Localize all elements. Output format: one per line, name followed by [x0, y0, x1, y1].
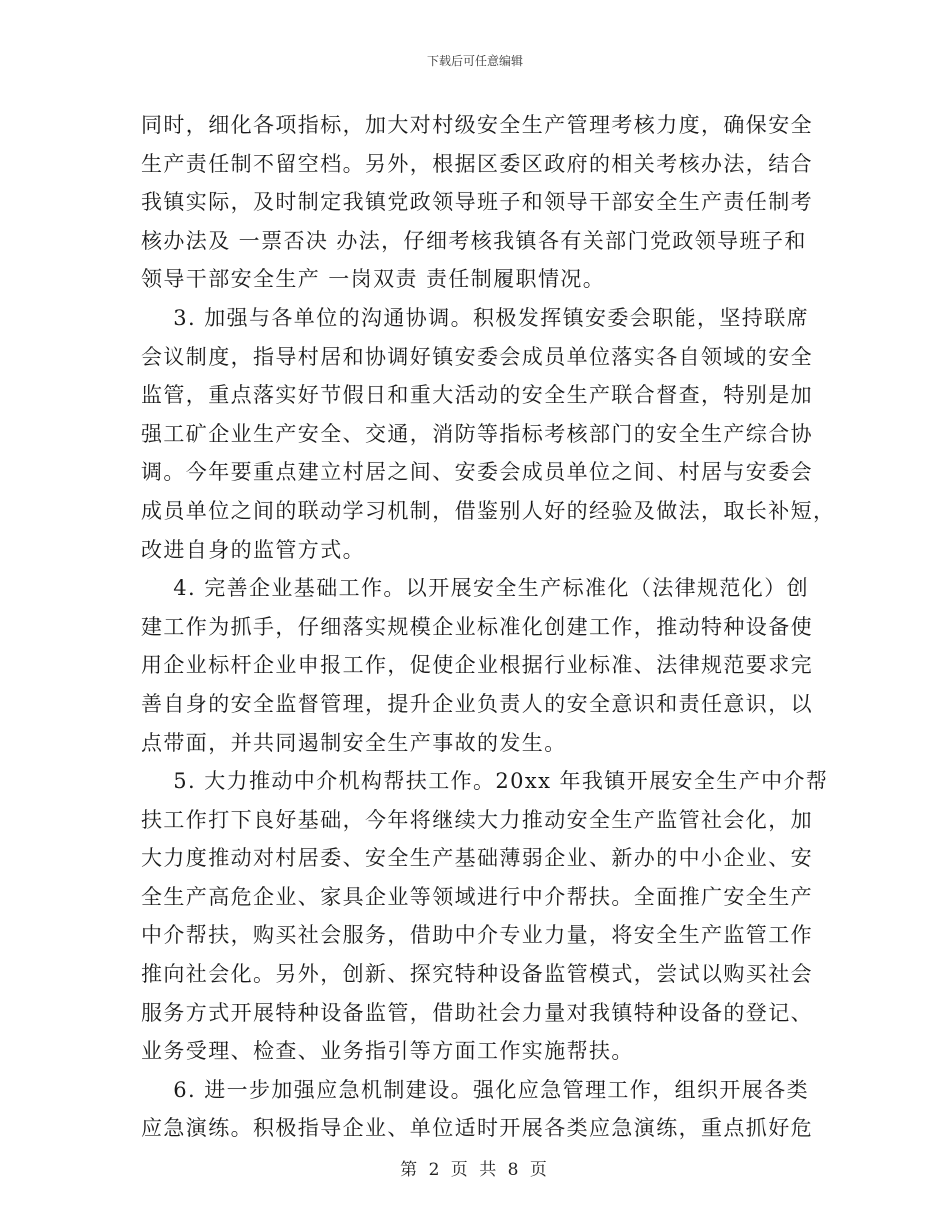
text-line: 点带面，并共同遏制安全生产事故的发生。 [141, 730, 567, 755]
text-line: 中介帮扶，购买社会服务，借助中介专业力量，将安全生产监管工作 [141, 923, 813, 948]
text-line: 善自身的安全监督管理，提升企业负责人的安全意识和责任意识，以 [141, 691, 813, 716]
text-line: 服务方式开展特种设备监管，借助社会力量对我镇特种设备的登记、 [141, 1000, 813, 1025]
text-line: 4. 完善企业基础工作。以开展安全生产标准化（法律规范化）创 [141, 576, 810, 601]
page-number-footer: 第 2 页 共 8 页 [400, 1160, 550, 1180]
text-line: 扶工作打下良好基础，今年将继续大力推动安全生产监管社会化，加 [141, 807, 813, 832]
text-line: 我镇实际，及时制定我镇党政领导班子和领导干部安全生产责任制考 [141, 190, 813, 215]
text-line: 全生产高危企业、家具企业等领域进行中介帮扶。全面推广安全生产 [141, 884, 813, 909]
text-line: 5. 大力推动中介机构帮扶工作。20xx 年我镇开展安全生产中介帮 [141, 769, 829, 794]
text-line: 调。今年要重点建立村居之间、安委会成员单位之间、村居与安委会 [141, 460, 813, 485]
text-line: 业务受理、检查、业务指引等方面工作实施帮扶。 [141, 1039, 634, 1064]
text-line: 成员单位之间的联动学习机制，借鉴别人好的经验及做法，取长补短， [141, 498, 836, 523]
text-line: 推向社会化。另外，创新、探究特种设备监管模式，尝试以购买社会 [141, 962, 813, 987]
text-line: 会议制度，指导村居和协调好镇安委会成员单位落实各自领域的安全 [141, 344, 813, 369]
text-line: 建工作为抓手，仔细落实规模企业标准化创建工作，推动特种设备使 [141, 614, 813, 639]
text-line: 强工矿企业生产安全、交通，消防等指标考核部门的安全生产综合协 [141, 421, 813, 446]
text-line: 应急演练。积极指导企业、单位适时开展各类应急演练，重点抓好危 [141, 1116, 813, 1141]
text-line: 改进自身的监管方式。 [141, 537, 365, 562]
text-line: 核办法及 一票否决 办法，仔细考核我镇各有关部门党政领导班子和 [141, 228, 807, 253]
document-body [141, 106, 836, 1148]
text-line: 生产责任制不留空档。另外，根据区委区政府的相关考核办法，结合 [141, 151, 813, 176]
text-line: 用企业标杆企业申报工作，促使企业根据行业标准、法律规范要求完 [141, 653, 813, 678]
text-line: 同时，细化各项指标，加大对村级安全生产管理考核力度，确保安全 [141, 113, 813, 137]
text-line: 大力度推动对村居委、安全生产基础薄弱企业、新办的中小企业、安 [141, 846, 813, 871]
text-line: 领导干部安全生产 一岗双责 责任制履职情况。 [141, 267, 606, 292]
text-line: 3. 加强与各单位的沟通协调。积极发挥镇安委会职能，坚持联席 [141, 305, 810, 330]
text-line: 监管，重点落实好节假日和重大活动的安全生产联合督查，特别是加 [141, 383, 813, 408]
page-header: 下载后可任意编辑 [426, 54, 523, 68]
text-line: 6. 进一步加强应急机制建设。强化应急管理工作，组织开展各类 [141, 1077, 810, 1102]
